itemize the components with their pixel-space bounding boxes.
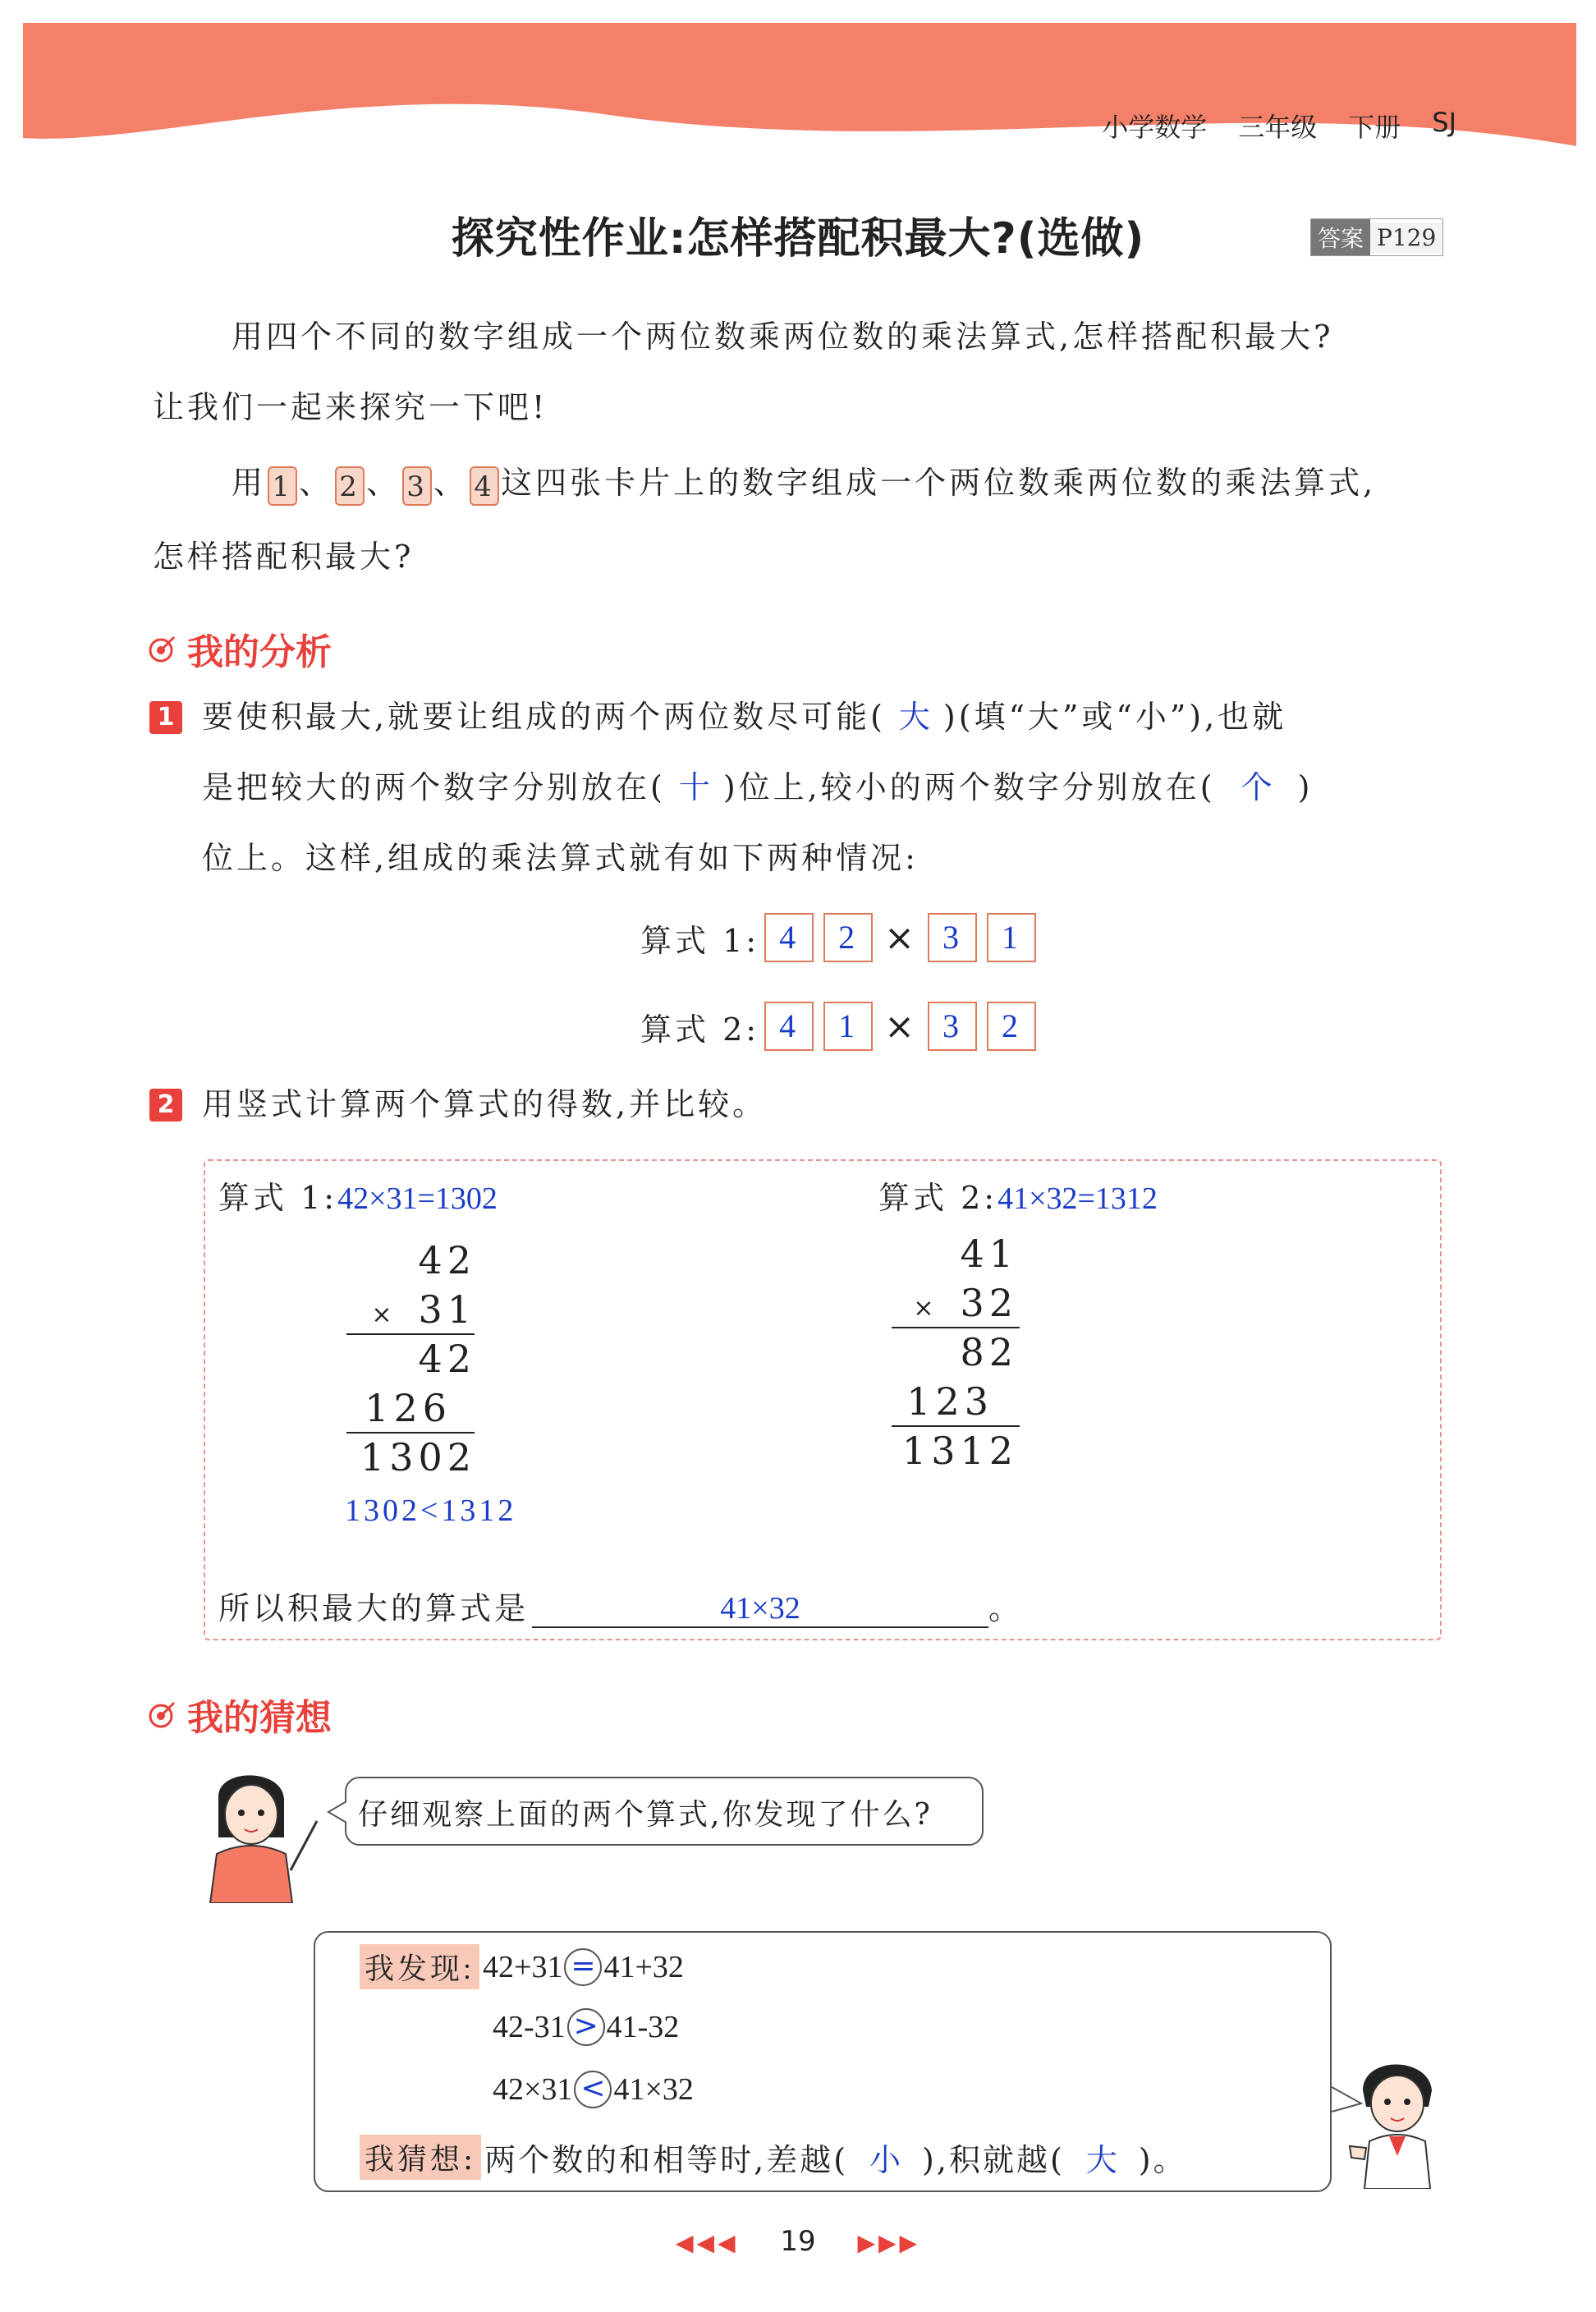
calc-2-top: 41 [960,1232,1018,1276]
calc-1-result: 1302 [360,1435,476,1479]
number-card: 4 [470,466,499,506]
calc-2-label-text: 算式 2: [878,1180,998,1216]
question-number-1: 1 [149,701,182,734]
times-sign: × [884,1005,918,1048]
header-subject: 小学数学 [1102,112,1208,143]
calc-2-label [878,1172,1158,1218]
calc-1-answer: 42×31=1302 [337,1181,498,1216]
eq-2-operator: > [567,2008,605,2046]
calc-1-partial1: 42 [418,1337,476,1381]
formula-2-digit: 4 [764,1002,814,1051]
number-card: 3 [402,466,432,506]
calc-2-partial1: 82 [960,1330,1018,1374]
intro-line2: 让我们一起来探究一下吧! [153,389,548,425]
guess-answer-2: 大 [1085,2144,1117,2178]
student-illustration [1346,2049,1453,2189]
guess-line [360,2135,1187,2180]
conclusion-line [218,1583,1023,1628]
formula-2-digit: 1 [823,1002,873,1051]
calc-2-answer: 41×32=1312 [998,1181,1158,1216]
conclusion-suffix: 。 [988,1590,1024,1626]
calc-2-result: 1312 [901,1429,1018,1473]
page-title: 探究性作业:怎样搭配积最大?(选做) [451,214,1145,264]
calc-compare: 1302<1312 [345,1493,517,1528]
q1-line2 [202,752,1466,823]
teacher-illustration [194,1764,325,1903]
find-eq-1 [360,1944,684,1989]
left-arrows-icon: ◀◀◀ [675,2229,739,2256]
calc-1-bottom-row [345,1287,476,1332]
intro-line4: 怎样搭配积最大? [153,539,415,575]
page-footer [0,2225,1596,2258]
q2-text: 用竖式计算两个算式的得数,并比较。 [202,1086,768,1122]
calc-1-bottom: 31 [418,1287,476,1332]
calc-1-label [218,1172,498,1218]
bubble-tail [327,1800,348,1824]
guess-heading-text: 我的猜想 [187,1697,332,1739]
formula-1-digit: 1 [987,913,1036,962]
header-edition: SJ [1432,107,1456,138]
target-icon [148,634,177,663]
formula-2 [640,1002,1036,1051]
find-eq-3 [493,2071,694,2108]
conclusion-prefix: 所以积最大的算式是 [218,1590,530,1626]
calc-1-line [346,1333,475,1335]
intro-line3-wrap: 用 1 、 2 、 3 、 4 这四张卡片上的数字组成一个两位数乘两位数的乘法算式, [232,447,1537,519]
q1-text-a: 要使积最大,就要让组成的两个两位数尽可能( [202,699,886,735]
find-label: 我发现: [360,1944,479,1989]
q1-text-e: ) [1297,769,1314,805]
eq-1-left: 42+31 [483,1949,563,1984]
eq-1-right: 41+32 [603,1949,684,1984]
intro-line3-suffix: 这四张卡片上的数字组成一个两位数乘两位数的乘法算式, [501,465,1377,501]
target-icon [148,1700,177,1729]
guess-answer-1: 小 [869,2144,901,2178]
analysis-heading [148,622,332,675]
formula-1-digit: 2 [823,913,873,962]
q1-answer-ones: 个 [1241,771,1273,805]
q1-text-b: )(填“大”或“小”),也就 [942,699,1287,735]
calc-2-bottom: 32 [960,1281,1018,1325]
answer-label: 答案 [1311,219,1370,255]
guess-text-c: )。 [1138,2142,1187,2178]
formula-1-digit: 4 [764,913,814,962]
eq-2-right: 41-32 [606,2010,680,2044]
calc-2-partial2: 123 [906,1379,993,1424]
q1-answer-tens: 十 [678,771,710,805]
calc-1-top: 42 [418,1238,476,1282]
header-grade: 三年级 [1238,112,1318,143]
answer-page: P129 [1370,222,1442,253]
formula-1 [640,913,1036,962]
calc-2-line [892,1327,1020,1328]
q1-text-f: 位上。这样,组成的乘法算式就有如下两种情况: [202,840,919,876]
calc-1-partial2: 126 [365,1386,452,1430]
analysis-heading-text: 我的分析 [187,631,332,673]
formula-2-label: 算式 2: [640,1011,760,1048]
eq-3-left: 42×31 [493,2072,573,2107]
q1-text-d: )位上,较小的两个数字分别放在( [722,769,1216,805]
eq-2-left: 42-31 [493,2010,566,2044]
q1-line3 [202,823,1466,893]
calc-2-mult-sign: × [913,1294,939,1323]
conclusion-answer: 41×32 [532,1590,988,1628]
formula-1-digit: 3 [928,913,977,962]
calc-1-label-text: 算式 1: [218,1180,338,1216]
calc-1-mult-sign: × [371,1300,397,1329]
header-meta [1102,107,1456,144]
intro-line3-prefix: 用 [232,465,267,501]
guess-text-a: 两个数的和相等时,差越( [484,2142,849,2178]
intro-line1: 用四个不同的数字组成一个两位数乘两位数的乘法算式,怎样搭配积最大? [232,319,1334,355]
intro-paragraph [153,300,1458,373]
q1-answer-big: 大 [898,700,930,735]
eq-1-operator: = [564,1948,602,1986]
guess-label: 我猜想: [360,2135,481,2180]
calc-2-line [892,1425,1020,1427]
find-eq-2 [493,2008,679,2046]
answer-tag [1310,218,1443,256]
eq-3-operator: < [574,2071,612,2108]
calc-2-bottom-row [892,1281,1018,1325]
teacher-prompt: 仔细观察上面的两个算式,你发现了什么? [358,1798,933,1832]
right-arrows-icon: ▶▶▶ [857,2229,921,2256]
formula-1-label: 算式 1: [640,922,760,959]
q1-text-c: 是把较大的两个数字分别放在( [202,769,666,805]
guess-heading [148,1688,332,1741]
eq-3-right: 41×32 [613,2072,694,2107]
number-card: 2 [335,466,365,506]
intro-line2-wrap [153,371,1458,443]
times-sign: × [884,916,918,959]
header-volume: 下册 [1348,112,1401,143]
formula-2-digit: 3 [928,1002,977,1051]
question-number-2: 2 [149,1089,182,1122]
guess-text-b: ),积就越( [922,2142,1065,2178]
number-card: 1 [268,466,297,506]
page-number: 19 [780,2225,816,2258]
formula-2-digit: 2 [987,1002,1036,1051]
q1-line1 [202,681,1466,753]
calc-1-line [346,1432,475,1434]
intro-line4-wrap [153,521,1458,593]
